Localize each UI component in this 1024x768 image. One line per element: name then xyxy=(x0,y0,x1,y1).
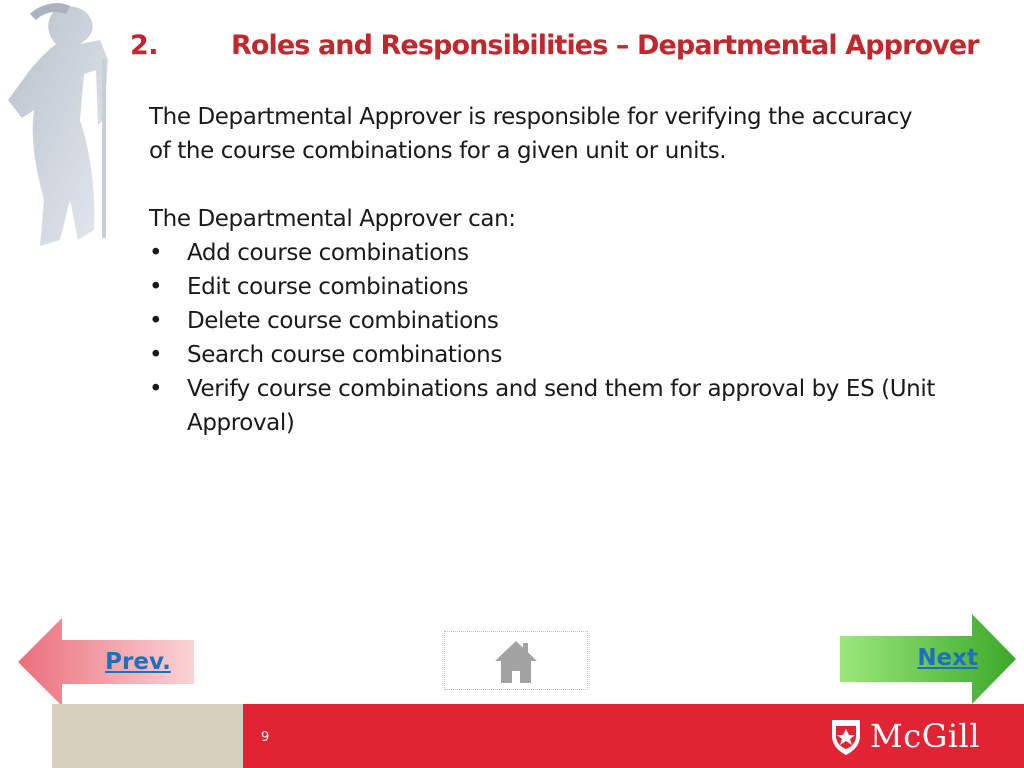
capabilities-list xyxy=(149,236,979,440)
home-icon xyxy=(493,639,539,685)
list-item: • Verify course combinations and send them for approval by ES (Unit Approval) xyxy=(149,372,977,440)
crest-icon xyxy=(830,716,862,756)
page-number: 9 xyxy=(261,730,270,745)
statue-watermark-image xyxy=(0,0,125,250)
mcgill-logo xyxy=(830,714,980,758)
bullet-icon: • xyxy=(149,308,163,334)
footer-beige-block xyxy=(52,704,243,768)
next-button[interactable] xyxy=(840,614,1016,704)
bullet-icon: • xyxy=(149,342,163,368)
home-button[interactable] xyxy=(444,631,588,690)
prev-label[interactable]: Prev. xyxy=(105,649,171,675)
bullet-icon: • xyxy=(149,274,163,300)
intro-line-2: of the course combinations for a given unit or units. xyxy=(149,138,727,164)
logo-wordmark: McGill xyxy=(870,717,980,755)
list-item: • Edit course combinations xyxy=(149,270,979,304)
slide-body xyxy=(149,100,979,440)
slide-title: Roles and Responsibilities – Departmental Approver xyxy=(231,30,979,61)
next-label[interactable]: Next xyxy=(917,645,978,671)
bullet-icon: • xyxy=(149,376,163,402)
intro-line-1: The Departmental Approver is responsible for verifying the accuracy xyxy=(149,104,913,130)
list-item: • Search course combinations xyxy=(149,338,979,372)
list-item: • Add course combinations xyxy=(149,236,979,270)
list-heading: The Departmental Approver can: xyxy=(149,206,516,232)
list-item: • Delete course combinations xyxy=(149,304,979,338)
slide-number-heading: 2. xyxy=(130,30,159,61)
prev-button[interactable] xyxy=(18,618,194,706)
bullet-icon: • xyxy=(149,240,163,266)
